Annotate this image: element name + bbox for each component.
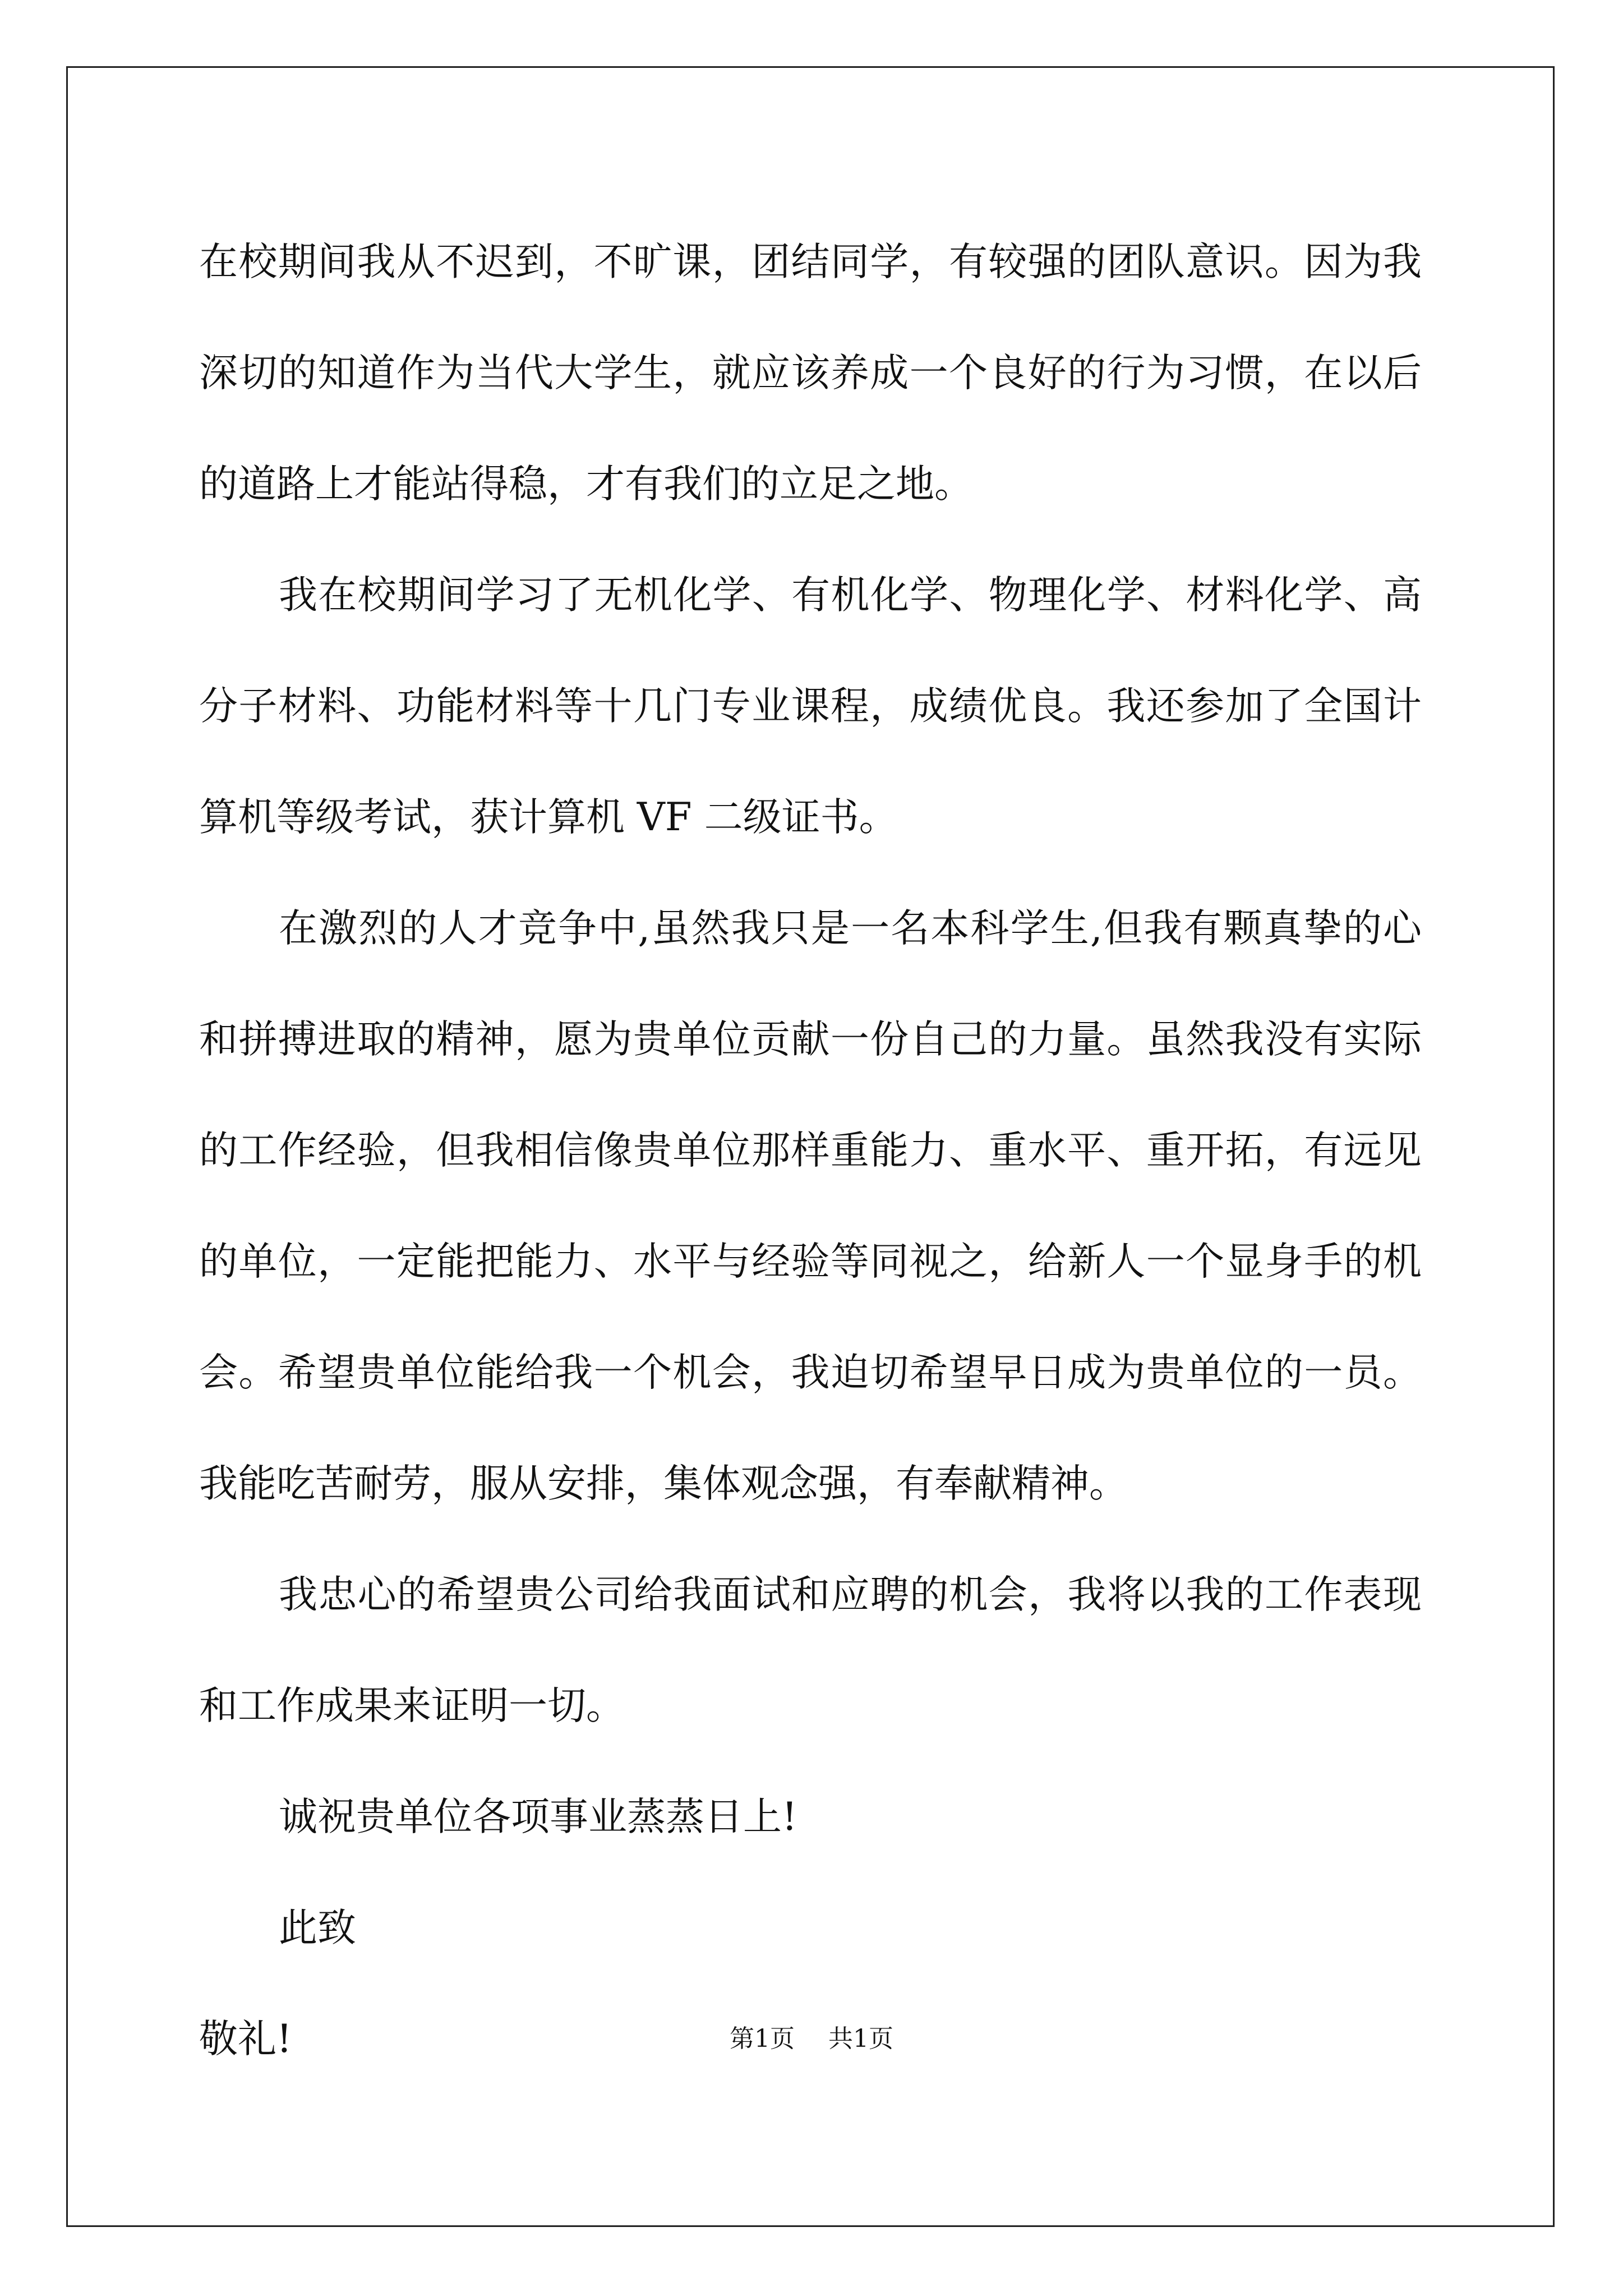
paragraph-school-conduct: 在校期间我从不迟到，不旷课，团结同学，有较强的团队意识。因为我深切的知道作为当代大学生，就应该养成一个良好的行为习惯，在以后的道路上才能站得稳，才有我们的立足之地。 [199,240,1422,507]
paragraph-motivation: 在激烈的人才竞争中,虽然我只是一名本科学生,但我有颗真挚的心和拼搏进取的精神，愿为贵单位贡献一份自己的力量。虽然我没有实际的工作经验，但我相信像贵单位那样重能力、重水平、重开拓，有远见的单位，一定能把能力、水平与经验等同视之，给新人一个显身手的机会。希望贵单位能给我一个机会，我迫切希望早日成为贵单位的一员。我能吃苦耐劳，服从安排，集体观念强，有奉献精神。 [199,906,1422,1506]
closing-regards: 敬礼! [199,2017,292,2062]
page-number-total: 共1页 [828,2024,893,2053]
page-number-current: 第1页 [730,2024,795,2053]
paragraph-request: 我忠心的希望贵公司给我面试和应聘的机会，我将以我的工作表现和工作成果来证明一切。 [199,1572,1422,1728]
page-footer [0,2022,1623,2056]
paragraph-courses: 我在校期间学习了无机化学、有机化学、物理化学、材料化学、高分子材料、功能材料等十几门专业课程，成绩优良。我还参加了全国计算机等级考试，获计算机 VF 二级证书。 [199,573,1422,840]
closing-salutation: 此致 [279,1906,356,1950]
letter-body [199,206,1422,2095]
paragraph-wishes: 诚祝贵单位各项事业蒸蒸日上! [279,1795,797,1839]
